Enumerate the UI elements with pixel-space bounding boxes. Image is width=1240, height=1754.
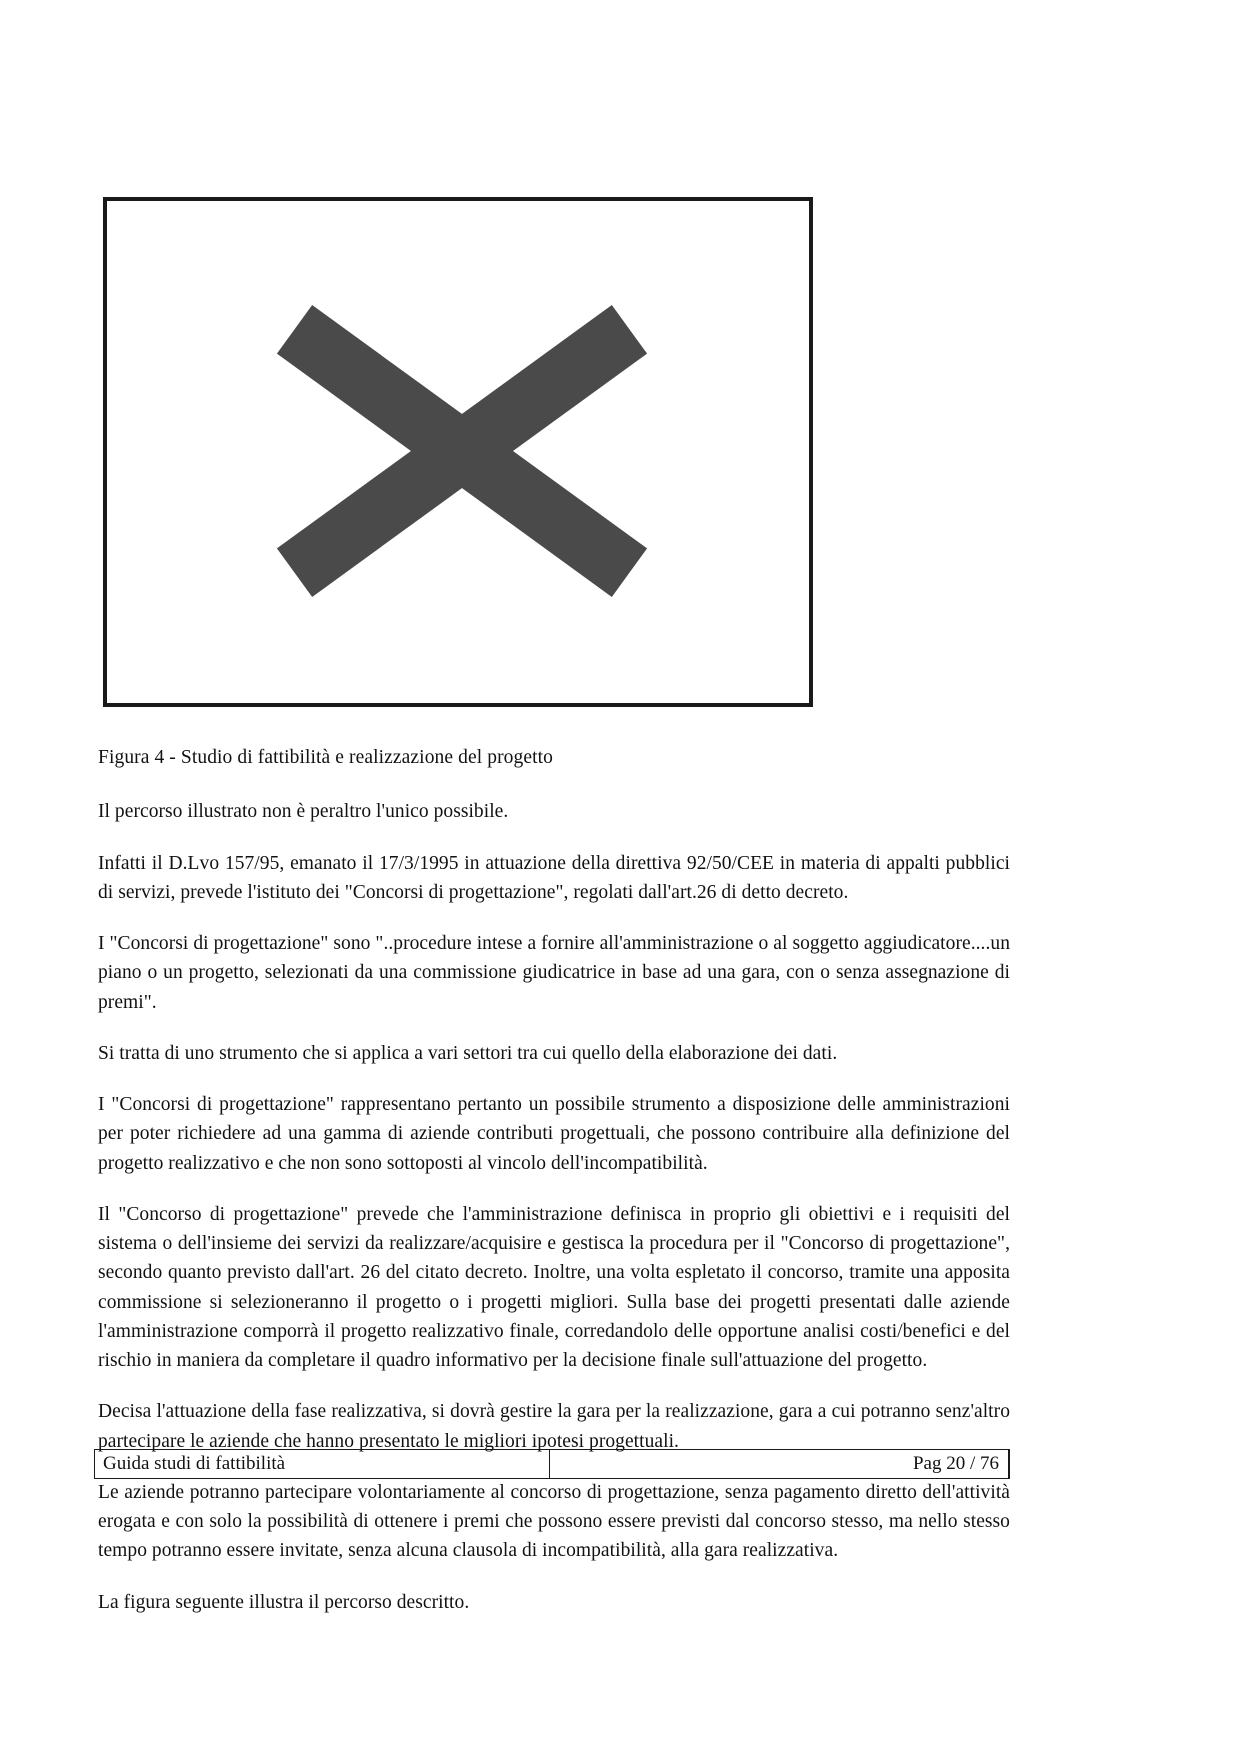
paragraph: La figura seguente illustra il percorso descritto. [98,1591,470,1613]
text-column [98,745,1010,1617]
footer-page-number: Pag 20 / 76 [912,1453,999,1474]
figure-frame [103,197,813,707]
page-footer [94,1449,1010,1479]
paragraph: Decisa l'attuazione della fase realizzativa, si dovrà gestire la gara per la realizzazione, gara a cui potranno senz'altro partecipare le aziende che hanno presentato le migliori ipotesi progettuali. [98,1401,1010,1452]
paragraph: Infatti il D.Lvo 157/95, emanato il 17/3/1995 in attuazione della direttiva 92/50/CEE in materia di appalti pubblici di servizi, prevede l'istituto dei "Concorsi di progettazione", regolati dall'art.26 di detto decreto. [98,852,1010,903]
figure-caption: Figura 4 - Studio di fattibilità e realizzazione del progetto [98,747,553,768]
paragraph: Il percorso illustrato non è peraltro l'unico possibile. [98,801,509,823]
paragraph: Le aziende potranno partecipare volontariamente al concorso di progettazione, senza pagamento diretto dell'attività erogata e con solo la possibilità di ottenere i premi che possono essere previsti dal concorso stesso, ma nello stesso tempo potranno essere invitate, senza alcuna clausola di incompatibilità, alla gara realizzativa. [98,1481,1010,1562]
paragraph: I "Concorsi di progettazione" rappresentano pertanto un possibile strumento a disposizione delle amministrazioni per poter richiedere ad una gamma di aziende contributi progettuali, che possono contribuire alla definizione del progetto realizzativo e che non sono sottoposti al vincolo dell'incompatibilità. [98,1094,1010,1174]
x-mark-icon [292,326,632,576]
paragraph: I "Concorsi di progettazione" sono "..procedure intese a fornire all'amministrazione o al soggetto aggiudicatore....un piano o un progetto, selezionati da una commissione giudicatrice in base ad una gara, con o senza assegnazione di premi". [98,933,1010,1013]
footer-document-title: Guida studi di fattibilità [95,1450,550,1478]
paragraph: Si tratta di uno strumento che si applica a vari settori tra cui quello della elaborazione dei dati. [98,1042,838,1064]
paragraph: Il "Concorso di progettazione" prevede che l'amministrazione definisca in proprio gli obiettivi e i requisiti del sistema o dell'insieme dei servizi da realizzare/acquisire e gestisca la procedura per il "Concorso di progettazione", secondo quanto previsto dall'art. 26 del citato decreto. Inoltre, una volta espletato il concorso, tramite una apposita commissione si selezioneranno il progetto o i progetti migliori. Sulla base dei progetti presentati dalle aziende l'amministrazione comporrà il progetto realizzativo finale, corredandolo delle opportune analisi costi/benefici e del rischio in maniera da completare il quadro informativo per la decisione finale sull'attuazione del progetto. [98,1203,1010,1372]
